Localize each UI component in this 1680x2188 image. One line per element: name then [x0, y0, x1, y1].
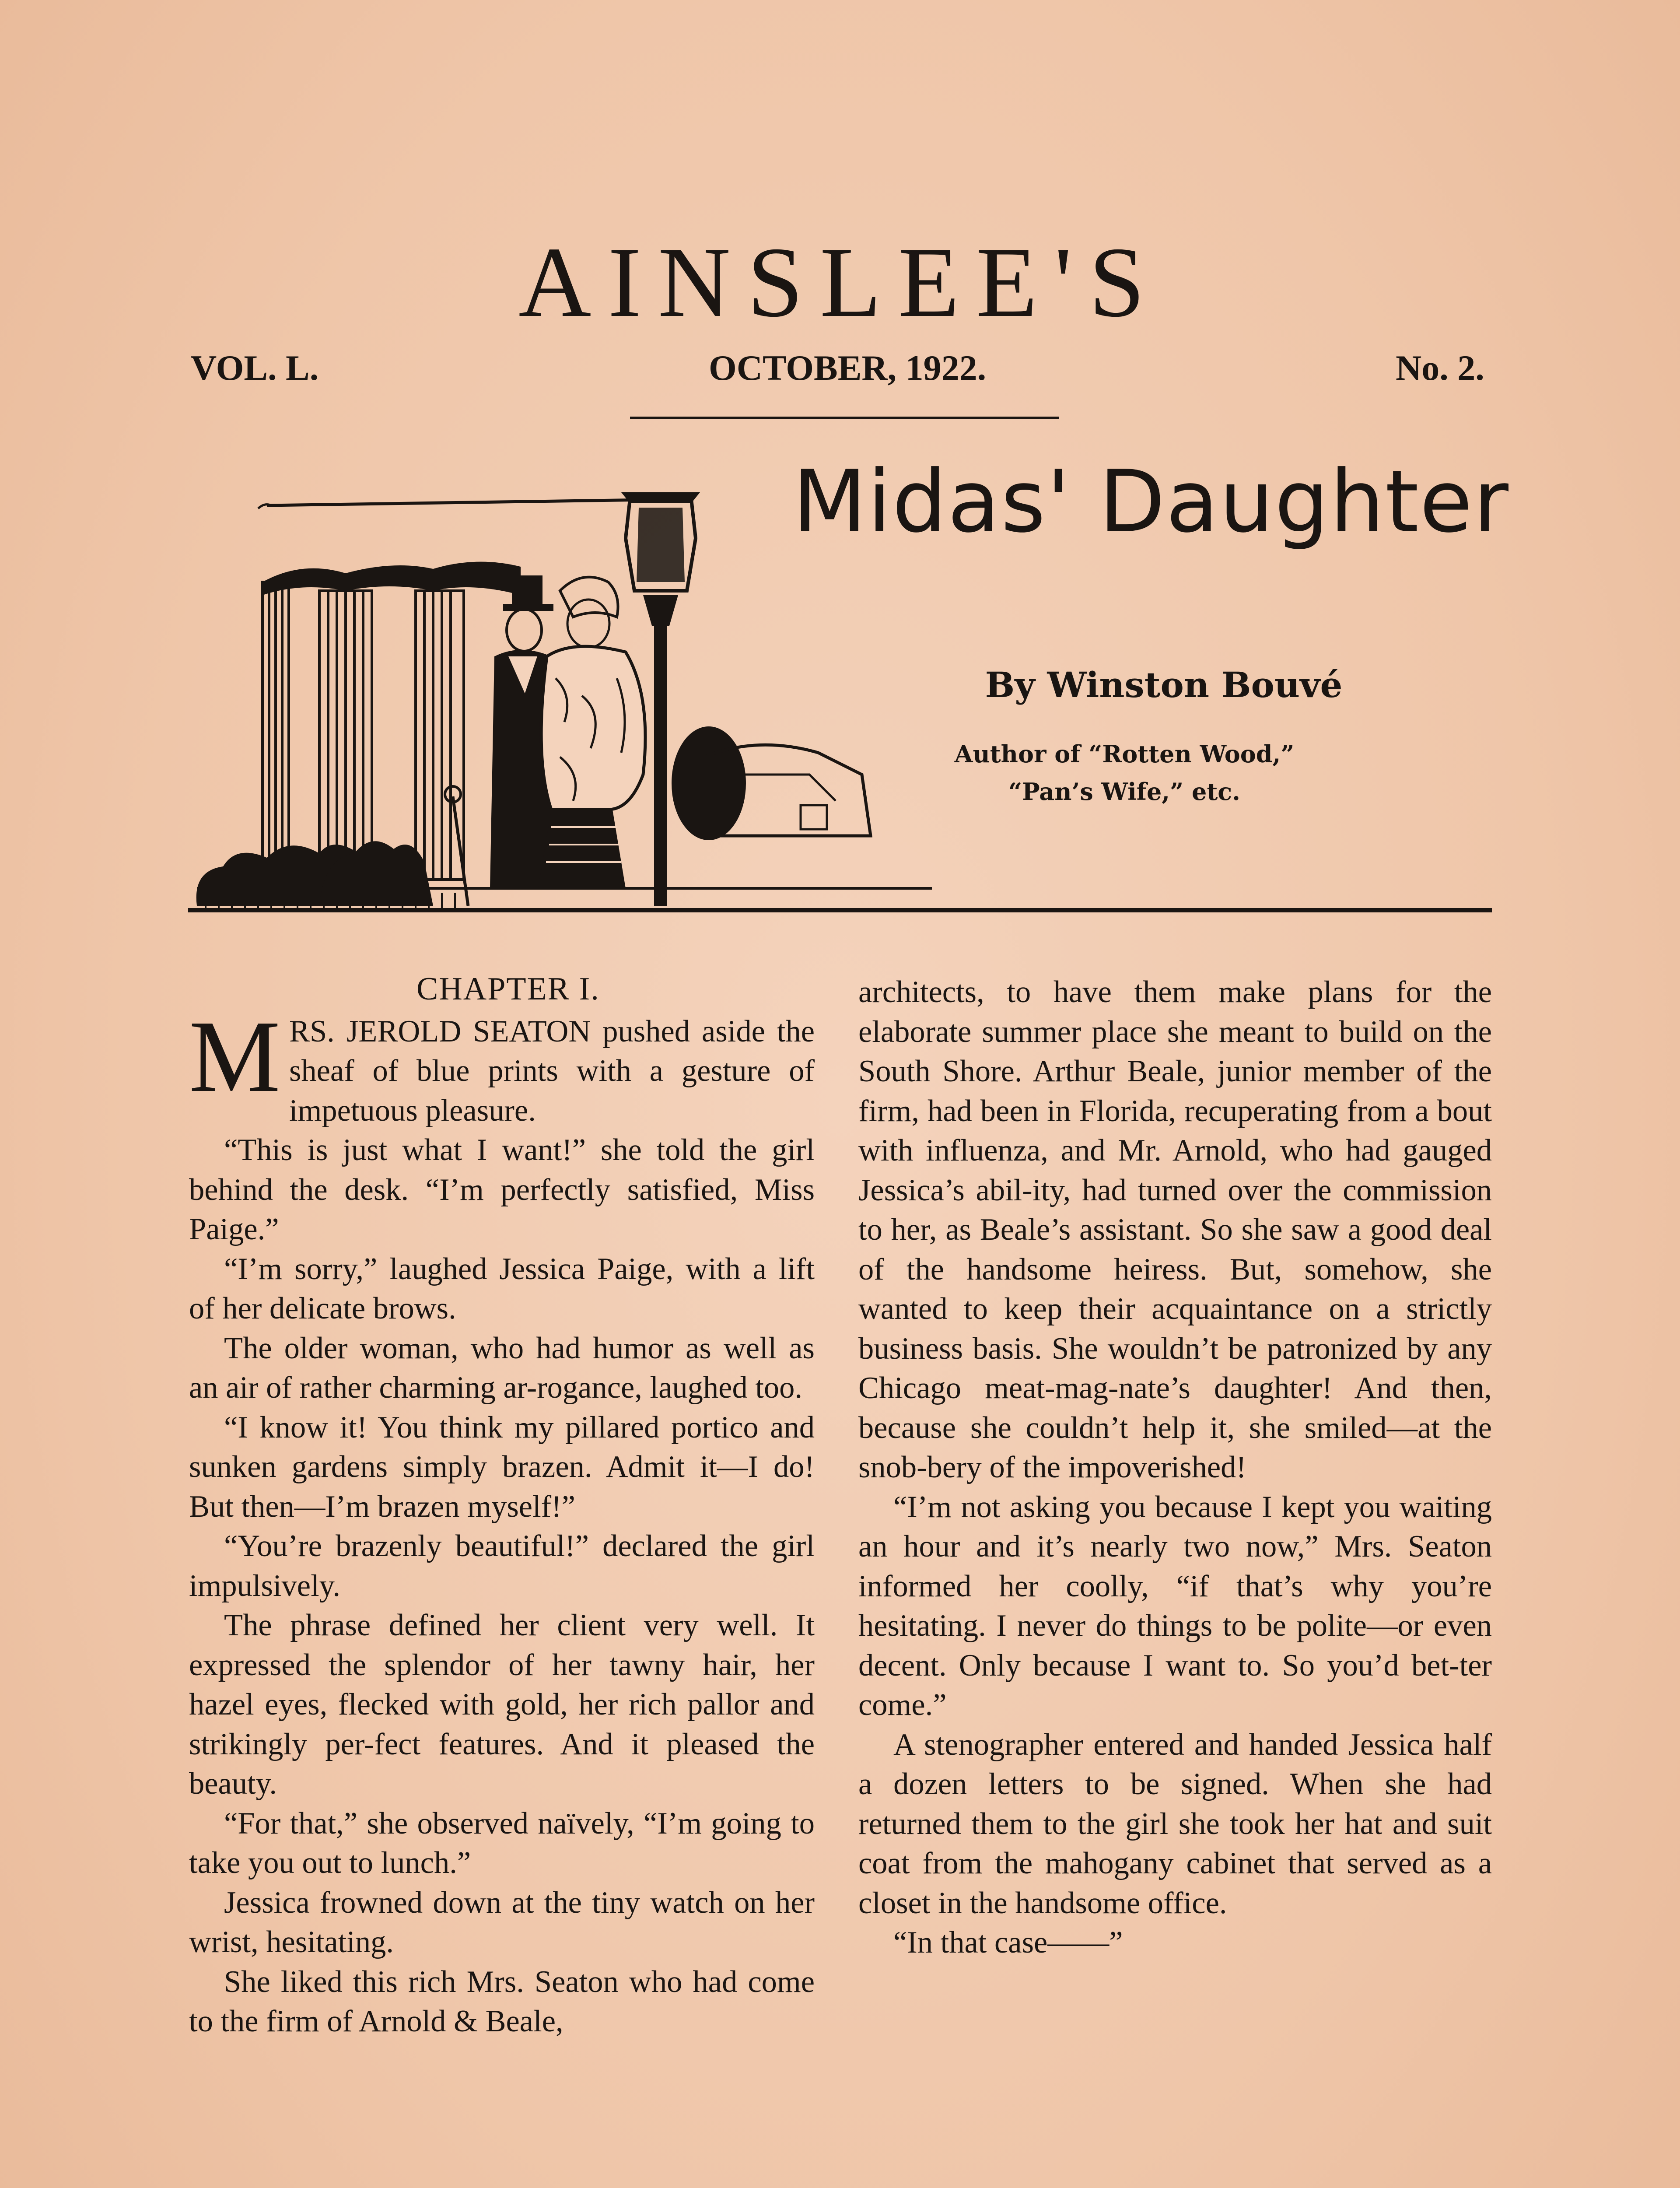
- issue-date: OCTOBER, 1922.: [709, 348, 987, 388]
- paragraph: “For that,” she observed naïvely, “I’m going to take you out to lunch.”: [189, 1806, 815, 1880]
- paragraph: Jessica frowned down at the tiny watch on her wrist, hesitating.: [189, 1885, 815, 1959]
- magazine-masthead: AINSLEE'S: [518, 226, 1162, 338]
- text-column-left: [189, 969, 815, 2041]
- author-note: [901, 735, 1348, 810]
- paragraph: The older woman, who had humor as well as an air of rather charming ar-rogance, laughed too.: [189, 1331, 815, 1405]
- issue-number: No. 2.: [1396, 348, 1484, 388]
- paragraph: “I’m sorry,” laughed Jessica Paige, with a lift of her delicate brows.: [189, 1252, 815, 1325]
- paragraph: “You’re brazenly beautiful!” declared the girl impulsively.: [189, 1529, 815, 1603]
- paragraph: architects, to have them make plans for the elaborate summer place she meant to build on the South Shore. Arthur Beale, junior member of the firm, had been in Florida, recuperating from a bout with influenza, and Mr. Arnold, who had gauged Jessica’s abil-ity, had turned over the commission to her, as Beale’s assistant. So she saw a good deal of the handsome heiress. But, somehow, she wanted to keep their acquaintance on a strictly business basis. She wouldn’t be patronized by any Chicago meat-mag-nate’s daughter! And then, because she couldn’t help it, she smiled—at the snob-bery of the impoverished!: [858, 975, 1492, 1484]
- author-note-line-2: “Pan’s Wife,” etc.: [1008, 778, 1240, 806]
- volume-label: VOL. L.: [191, 348, 319, 388]
- paragraph: “I know it! You think my pillared portico and sunken gardens simply brazen. Admit it—I do! But then—I’m brazen myself!”: [189, 1410, 815, 1524]
- paragraph: “I’m not asking you because I kept you waiting an hour and it’s nearly two now,” Mrs. Seaton informed her coolly, “if that’s why you’re hesitating. I never do things to be polite—or even decent. Only because I want to. So you’d bet-ter come.”: [858, 1490, 1492, 1722]
- story-title: Midas' Daughter: [792, 452, 1509, 552]
- text-column-right: [858, 972, 1492, 1963]
- paragraph-text: RS. JEROLD SEATON pushed aside the sheaf of blue prints with a gesture of impetuous pleasure.: [289, 1014, 815, 1128]
- paragraph: A stenographer entered and handed Jessica half a dozen letters to be signed. When she had returned them to the girl she took her hat and suit coat from the mahogany cabinet that served as a closet in the handsome office.: [858, 1727, 1492, 1920]
- chapter-heading: CHAPTER I.: [416, 971, 600, 1007]
- masthead-rule: [630, 417, 1059, 419]
- paragraph: “In that case——”: [893, 1925, 1123, 1960]
- story-byline: By Winston Bouvé: [985, 664, 1343, 705]
- paragraph: The phrase defined her client very well. It expressed the splendor of her tawny hair, her hazel eyes, flecked with gold, her rich pallor and strikingly per-fect features. And it pleased the beauty.: [189, 1608, 815, 1801]
- author-note-line-1: Author of “Rotten Wood,”: [954, 740, 1295, 768]
- drop-cap: M: [189, 999, 280, 1113]
- paragraph: [189, 999, 815, 1131]
- paragraph: “This is just what I want!” she told the girl behind the desk. “I’m perfectly satisfied, Miss Paige.”: [189, 1133, 815, 1246]
- header-rule: [188, 908, 1492, 912]
- paragraph: She liked this rich Mrs. Seaton who had come to the firm of Arnold & Beale,: [189, 1964, 815, 2038]
